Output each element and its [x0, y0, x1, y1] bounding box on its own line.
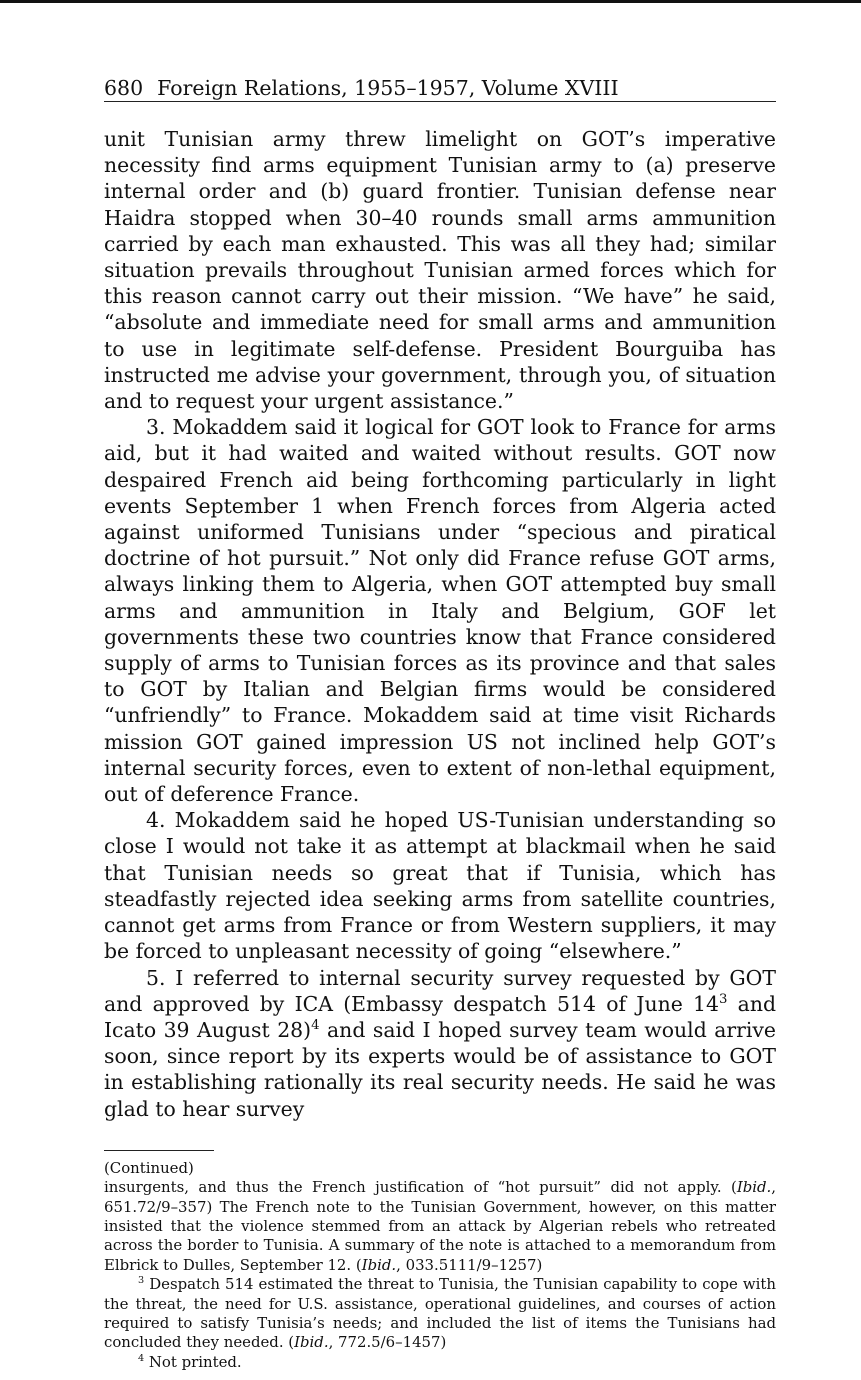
paragraph-4: 4. Mokaddem said he hoped US-Tunisian understanding so close I would not take it as attempt at blackmail when he said that Tunisian needs so great that if Tunisia, which has steadfastly rejected idea seeking arms from satellite countries, cannot get arms from France or from Western suppliers, it may be forced to unpleasant necessity of going “elsewhere.”	[104, 808, 776, 964]
page-number: 680	[104, 76, 144, 100]
paragraph-5-text-b: and Icato 39 August 28)	[104, 991, 777, 1042]
footnote-3-text-b: , 772.5/6–1457)	[328, 1333, 447, 1352]
footnote-4-number: 4	[138, 1352, 145, 1364]
paragraph-5-text-a: 5. I referred to internal security survey requested by GOT and approved by ICA (Embassy despatch 514 of June 14	[104, 965, 776, 1016]
footnote-3-number: 3	[138, 1275, 145, 1287]
top-border-rule	[0, 0, 861, 3]
footnote-continued	[104, 1178, 776, 1275]
running-title: Foreign Relations, 1955–1957, Volume XVIII	[157, 76, 619, 100]
footnote-continued-text-c: , 033.5111/9–1257)	[396, 1255, 543, 1274]
footnote-divider	[104, 1150, 214, 1151]
footnote-continued-text-b: , 651.72/9–357) The French note to the Tunisian Government, however, on this matter insisted that the violence stemmed from an attack by Algerian rebels who retreated across the border to Tunisia. A summary of the note is attached to a memorandum from Elbrick to Dulles, September 12. (	[104, 1178, 776, 1274]
footnote-4	[104, 1353, 776, 1372]
ibid-citation: Ibid.	[361, 1255, 397, 1274]
body-text	[104, 126, 776, 1122]
paragraph-continued: unit Tunisian army threw limelight on GOT’s imperative necessity find arms equipment Tunisian army to (a) preserve internal order and (b) guard frontier. Tunisian defense near Haidra stopped when 30–40 rounds small arms ammunition carried by each man exhausted. This was all they had; similar situation prevails throughout Tunisian armed forces which for this reason cannot carry out their mission. “We have” he said, “absolute and immediate need for small arms and ammunition to use in legitimate self-defense. President Bourguiba has instructed me advise your government, through you, of situation and to request your urgent assistance.”	[104, 127, 776, 414]
footnote-ref-3[interactable]: 3	[718, 991, 728, 1007]
footnotes	[104, 1159, 776, 1372]
paragraph-3: 3. Mokaddem said it logical for GOT look to France for arms aid, but it had waited and waited without results. GOT now despaired French aid being forthcoming particularly in light events September 1 when French forces from Algeria acted against uniformed Tunisians under “specious and piratical doctrine of hot pursuit.” Not only did France refuse GOT arms, always linking them to Algeria, when GOT attempted buy small arms and ammunition in Italy and Belgium, GOF let governments these two countries know that France considered supply of arms to Tunisian forces as its province and that sales to GOT by Italian and Belgian firms would be considered “unfriendly” to France. Mokaddem said at time visit Richards mission GOT gained impression US not inclined help GOT’s internal security forces, even to extent of non-lethal equipment, out of deference France.	[104, 415, 776, 807]
footnote-3	[104, 1275, 776, 1353]
paragraph-5-text-c: and said I hoped survey team would arrive soon, since report by its experts would be of assistance to GOT in establishing rationally its real security needs. He said he was glad to hear survey	[104, 1017, 776, 1121]
document-page	[104, 76, 776, 1372]
running-header	[104, 76, 776, 102]
ibid-citation: Ibid.	[294, 1333, 329, 1352]
ibid-citation: Ibid.	[736, 1178, 772, 1197]
footnote-3-text-a: Despatch 514 estimated the threat to Tunisia, the Tunisian capability to cope with the threat, the need for U.S. assistance, operational guidelines, and courses of action required to satisfy Tunisia’s needs; and included the list of items the Tunisians had concluded they needed. (	[104, 1275, 776, 1352]
footnote-ref-4[interactable]: 4	[311, 1018, 320, 1034]
footnote-4-text: Not printed.	[148, 1352, 242, 1371]
footnote-continued-text-a: insurgents, and thus the French justification of “hot pursuit” did not apply. (	[104, 1178, 737, 1197]
continued-label: (Continued)	[104, 1158, 194, 1177]
paragraph-5	[104, 965, 776, 1122]
